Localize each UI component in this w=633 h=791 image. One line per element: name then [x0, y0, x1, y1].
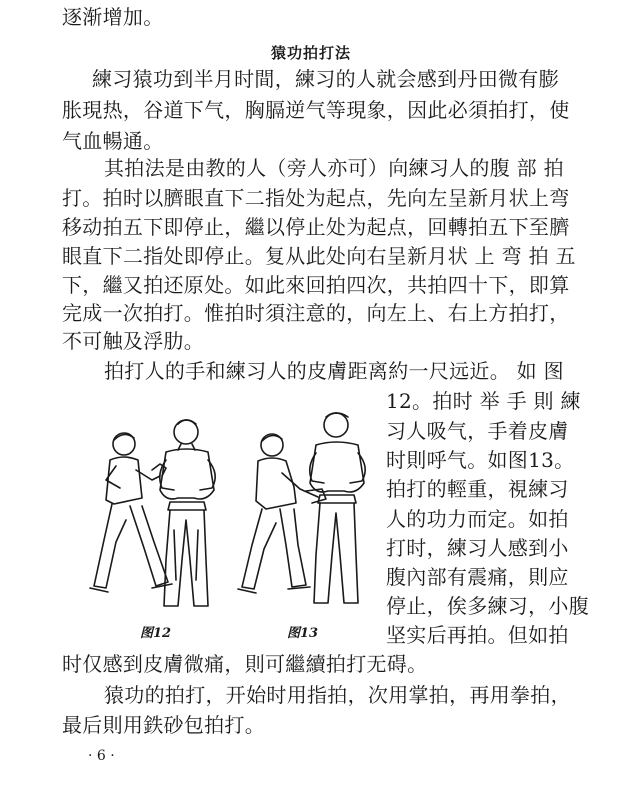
figure-13-caption: 图13 [287, 626, 319, 641]
section-title: 猿功拍打法 [271, 44, 352, 62]
para1-line-3: 气血暢通。 [62, 129, 164, 153]
para2-line-3: 移动拍五下即停止，繼以停止处为起点，回轉拍五下至臍 [62, 215, 570, 239]
para2-line-5: 下，繼又拍还原处。如此來回拍四次，共拍四十下，即算 [62, 273, 570, 297]
para3-side-9: 坚实后再拍。但如拍 [386, 623, 569, 647]
page-number: · 6 · [88, 748, 115, 764]
para3-side-7: 腹內部有震痛，則应 [386, 565, 569, 589]
para3-side-6: 打时，練习人感到小 [386, 536, 569, 560]
para3-side-4: 拍打的輕重，視練习 [386, 477, 569, 501]
para3-line-1: 拍打人的手和練习人的皮膚距离約一尺远近。 如 图 [104, 359, 564, 383]
para3-side-8: 停止，俟多練习，小腹 [386, 594, 589, 618]
para2-line-7: 不可触及浮肋。 [62, 329, 205, 353]
para2-line-1: 其拍法是由教的人（旁人亦可）向練习人的腹 部 拍 [104, 156, 564, 180]
figure-13-illustration [236, 405, 386, 620]
para2-line-2: 打。拍时以臍眼直下二指处为起点，先向左呈新月状上弯 [62, 186, 570, 210]
para4-line-1: 猿功的拍打，开始时用指拍，次用掌拍，再用拳拍， [104, 683, 571, 707]
continuation-text: 逐渐增加。 [62, 5, 164, 29]
para3-side-5: 人的功力而定。如拍 [386, 507, 569, 531]
para3-side-3: 时則呼气。如图13。 [386, 448, 575, 472]
figure-12-illustration [86, 410, 236, 620]
para1-line-1: 練习猿功到半月时間，練习的人就会感到丹田微有膨 [92, 67, 559, 91]
para3-side-1: 12。拍时 举 手 則 練 [386, 389, 581, 413]
para3-side-2: 习人吸气，手着皮膚 [386, 419, 569, 443]
para3-end: 时仅感到皮膚微痛，則可繼續拍打无碍。 [62, 652, 428, 676]
para2-line-6: 完成一次拍打。惟拍时須注意的，向左上、右上方拍打， [62, 301, 570, 325]
para2-line-4: 眼直下二指处即停止。复从此处向右呈新月状 上 弯 拍 五 [62, 244, 576, 268]
figure-12-caption: 图12 [140, 626, 172, 641]
para1-line-2: 胀現热，谷道下气，胸膈逆气等現象，因此必須拍打，使 [62, 98, 570, 122]
para4-line-2: 最后則用鉄砂包拍打。 [62, 713, 265, 737]
